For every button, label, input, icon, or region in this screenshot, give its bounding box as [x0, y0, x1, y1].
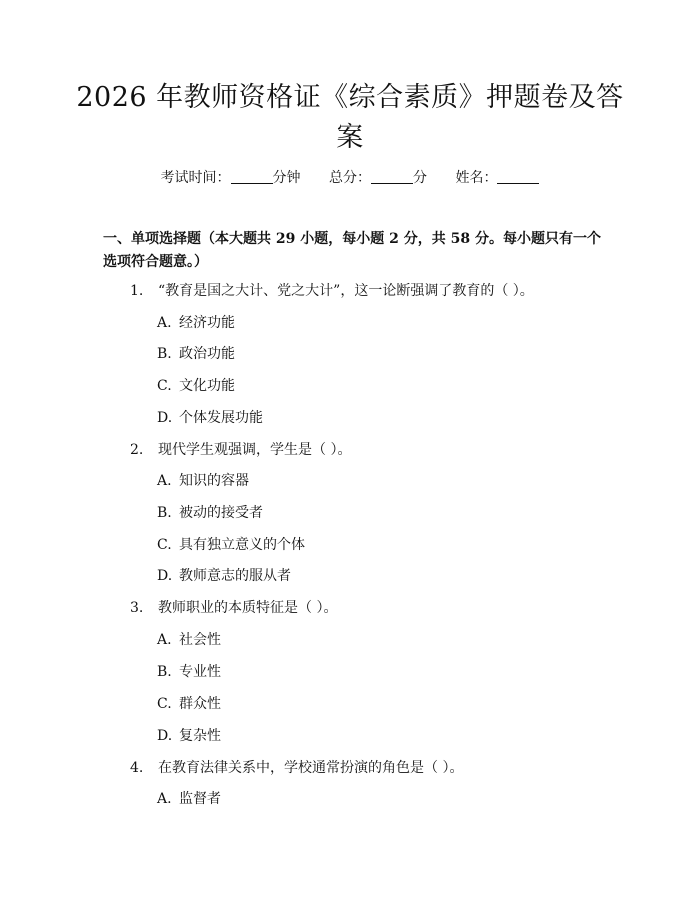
option-letter: A. — [157, 632, 172, 648]
exam-name — [455, 168, 539, 188]
option-2a — [157, 471, 249, 491]
question-text: “教育是国之大计、党之大计”，这一论断强调了教育的（ ）。 — [158, 283, 534, 299]
option-1c — [157, 376, 235, 396]
option-text: 具有独立意义的个体 — [179, 537, 305, 553]
option-2c — [157, 535, 305, 555]
exam-time — [161, 168, 301, 188]
question-4 — [130, 758, 463, 778]
question-3 — [130, 598, 337, 618]
option-2d — [157, 566, 291, 586]
option-letter: A. — [157, 473, 172, 489]
option-1a — [157, 313, 235, 333]
option-text: 个体发展功能 — [179, 410, 263, 426]
time-label: 考试时间： — [160, 170, 231, 186]
option-letter: D. — [157, 728, 173, 744]
option-letter: B. — [157, 346, 172, 362]
option-4a — [157, 789, 221, 809]
option-text: 知识的容器 — [179, 473, 249, 489]
exam-meta — [0, 168, 700, 188]
option-letter: A. — [157, 791, 172, 807]
option-letter: C. — [157, 696, 172, 712]
question-1 — [130, 281, 534, 301]
question-text: 现代学生观强调，学生是（ ）。 — [158, 442, 352, 458]
option-letter: A. — [157, 315, 172, 331]
name-label: 姓名： — [455, 170, 498, 186]
page-title: 2026 年教师资格证《综合素质》押题卷及答案 — [76, 82, 624, 153]
option-text: 政治功能 — [179, 346, 235, 362]
option-1d — [157, 408, 263, 428]
option-letter: C. — [157, 537, 172, 553]
option-1b — [157, 344, 235, 364]
time-unit: 分钟 — [272, 170, 301, 186]
option-text: 专业性 — [179, 664, 221, 680]
option-letter: B. — [157, 505, 172, 521]
question-number: 4. — [130, 760, 144, 776]
question-text: 教师职业的本质特征是（ ）。 — [158, 600, 338, 616]
option-text: 被动的接受者 — [179, 505, 263, 521]
option-text: 教师意志的服从者 — [179, 568, 291, 584]
option-letter: C. — [157, 378, 172, 394]
name-blank — [497, 169, 539, 184]
option-text: 社会性 — [179, 632, 221, 648]
question-number: 3. — [130, 600, 144, 616]
option-text: 监督者 — [179, 791, 221, 807]
option-letter: D. — [157, 410, 173, 426]
option-3d — [157, 726, 221, 746]
question-number: 2. — [130, 442, 144, 458]
question-number: 1. — [130, 283, 144, 299]
option-text: 复杂性 — [179, 728, 221, 744]
score-unit: 分 — [413, 170, 427, 186]
score-blank — [371, 169, 413, 184]
option-text: 经济功能 — [179, 315, 235, 331]
option-text: 文化功能 — [179, 378, 235, 394]
exam-score — [329, 168, 427, 188]
option-letter: D. — [157, 568, 173, 584]
score-label: 总分： — [329, 170, 371, 186]
question-2 — [130, 440, 351, 460]
option-3a — [157, 630, 221, 650]
time-blank — [231, 169, 273, 184]
section-heading: 一、单项选择题（本大题共 29 小题，每小题 2 分，共 58 分。每小题只有一个选项符合题意。） — [103, 231, 601, 270]
option-3c — [157, 694, 221, 714]
question-text: 在教育法律关系中，学校通常扮演的角色是（ ）。 — [158, 760, 464, 776]
option-3b — [157, 662, 221, 682]
option-2b — [157, 503, 263, 523]
option-letter: B. — [157, 664, 172, 680]
option-text: 群众性 — [179, 696, 221, 712]
